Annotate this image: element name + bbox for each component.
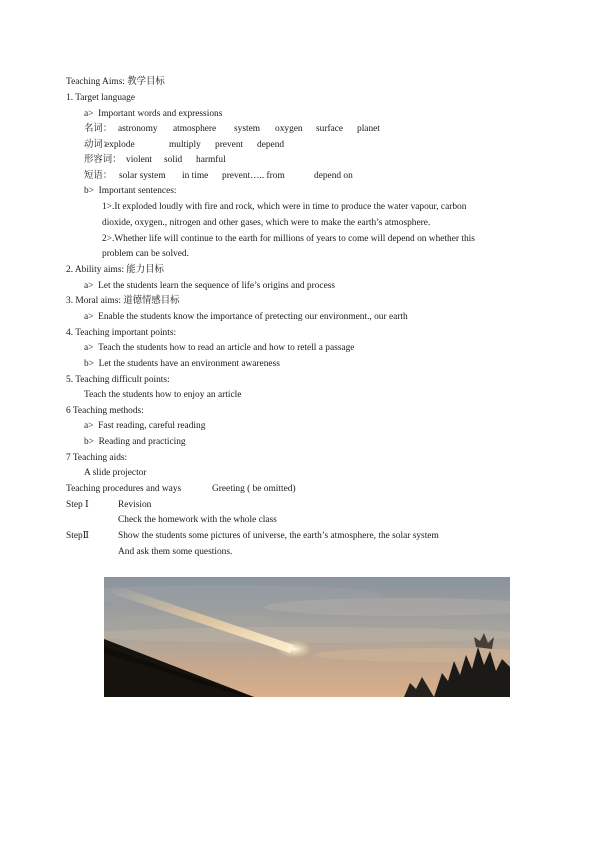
moral-aims-heading: 3. Moral aims: 道德情感目标 xyxy=(66,296,180,306)
verbs-label: 动词： xyxy=(84,140,113,150)
item-text: Reading and practicing xyxy=(98,437,186,447)
word: oxygen xyxy=(275,124,303,134)
item-label: b> xyxy=(84,186,94,196)
item-label: a> xyxy=(84,281,94,291)
phrase: in time xyxy=(182,171,209,181)
target-language-heading: 1. Target language xyxy=(66,93,136,103)
word: violent xyxy=(126,155,153,165)
word: harmful xyxy=(196,155,226,165)
step-2-row xyxy=(66,530,439,542)
sentence-2-line-2: problem can be solved. xyxy=(102,249,189,259)
ability-aims-heading: 2. Ability aims: 能力目标 xyxy=(66,265,164,275)
aims-title: Teaching Aims: 教学目标 xyxy=(66,77,165,87)
meteor-sky-photo xyxy=(104,577,510,697)
adjectives-row xyxy=(84,154,226,166)
item-text: Important sentences: xyxy=(98,186,177,196)
procedures-label: Teaching procedures and ways xyxy=(66,484,182,494)
word: astronomy xyxy=(118,124,158,134)
word: system xyxy=(234,124,261,134)
list-item xyxy=(84,342,354,354)
adjectives-label: 形容词： xyxy=(84,155,122,165)
verbs-row xyxy=(84,139,285,151)
list-item xyxy=(84,108,222,120)
word: surface xyxy=(316,124,344,134)
item-text: Let the students have an environment awareness xyxy=(98,359,280,369)
step-1-text: Check the homework with the whole class xyxy=(118,515,277,525)
nouns-label: 名词： xyxy=(84,124,113,134)
phrase: depend on xyxy=(314,171,353,181)
word: solid xyxy=(164,155,183,165)
methods-heading: 6 Teaching methods: xyxy=(66,406,144,416)
list-item xyxy=(84,185,177,197)
sentence-1-line-1: 1>.It exploded loudly with fire and rock, which were in time to produce the water vapour, carbon xyxy=(102,202,467,212)
word: atmosphere xyxy=(173,124,217,134)
item-text: Important words and expressions xyxy=(98,109,223,119)
item-label: b> xyxy=(84,359,94,369)
list-item xyxy=(84,436,186,448)
sentence-2-line-1: 2>.Whether life will continue to the earth for millions of years to come will depend on whether this xyxy=(102,234,475,244)
nouns-row xyxy=(84,123,380,135)
item-text: Fast reading, careful reading xyxy=(98,421,206,431)
item-text: Enable the students know the importance of pretecting our environment., our earth xyxy=(98,312,408,322)
list-item xyxy=(84,358,280,370)
item-label: a> xyxy=(84,109,94,119)
phrases-label: 短语： xyxy=(84,171,113,181)
word: prevent xyxy=(215,140,244,150)
word: multiply xyxy=(169,140,201,150)
item-label: a> xyxy=(84,312,94,322)
step-1-row xyxy=(66,499,152,511)
item-text: Let the students learn the sequence of life’s origins and process xyxy=(98,281,336,291)
word: explode xyxy=(105,140,135,150)
difficult-points-text: Teach the students how to enjoy an article xyxy=(84,390,242,400)
important-points-heading: 4. Teaching important points: xyxy=(66,328,177,338)
list-item xyxy=(84,280,335,292)
item-label: a> xyxy=(84,421,94,431)
item-label: a> xyxy=(84,343,94,353)
phrase: solar system xyxy=(119,171,166,181)
list-item xyxy=(84,420,205,432)
step-1-title: Revision xyxy=(118,500,152,510)
list-item xyxy=(84,311,408,323)
item-label: b> xyxy=(84,437,94,447)
sentence-1-line-2: dioxide, oxygen., nitrogen and other gases, which were to make the earth’s atmosphere. xyxy=(102,218,431,228)
aids-heading: 7 Teaching aids: xyxy=(66,453,128,463)
step-1-label: Step Ⅰ xyxy=(66,500,89,510)
step-2-text: Show the students some pictures of universe, the earth’s atmosphere, the solar system xyxy=(118,531,439,541)
phrase: prevent….. from xyxy=(222,171,285,181)
step-2-label: StepⅡ xyxy=(66,531,90,541)
step-2-text-2: And ask them some questions. xyxy=(118,547,233,557)
phrases-row xyxy=(84,170,353,182)
aids-text: A slide projector xyxy=(84,468,147,478)
word: planet xyxy=(357,124,380,134)
procedures-row xyxy=(66,483,296,495)
greeting-text: Greeting ( be omitted) xyxy=(212,484,296,494)
item-text: Teach the students how to read an article and how to retell a passage xyxy=(98,343,355,353)
word: depend xyxy=(257,140,285,150)
difficult-points-heading: 5. Teaching difficult points: xyxy=(66,375,170,385)
